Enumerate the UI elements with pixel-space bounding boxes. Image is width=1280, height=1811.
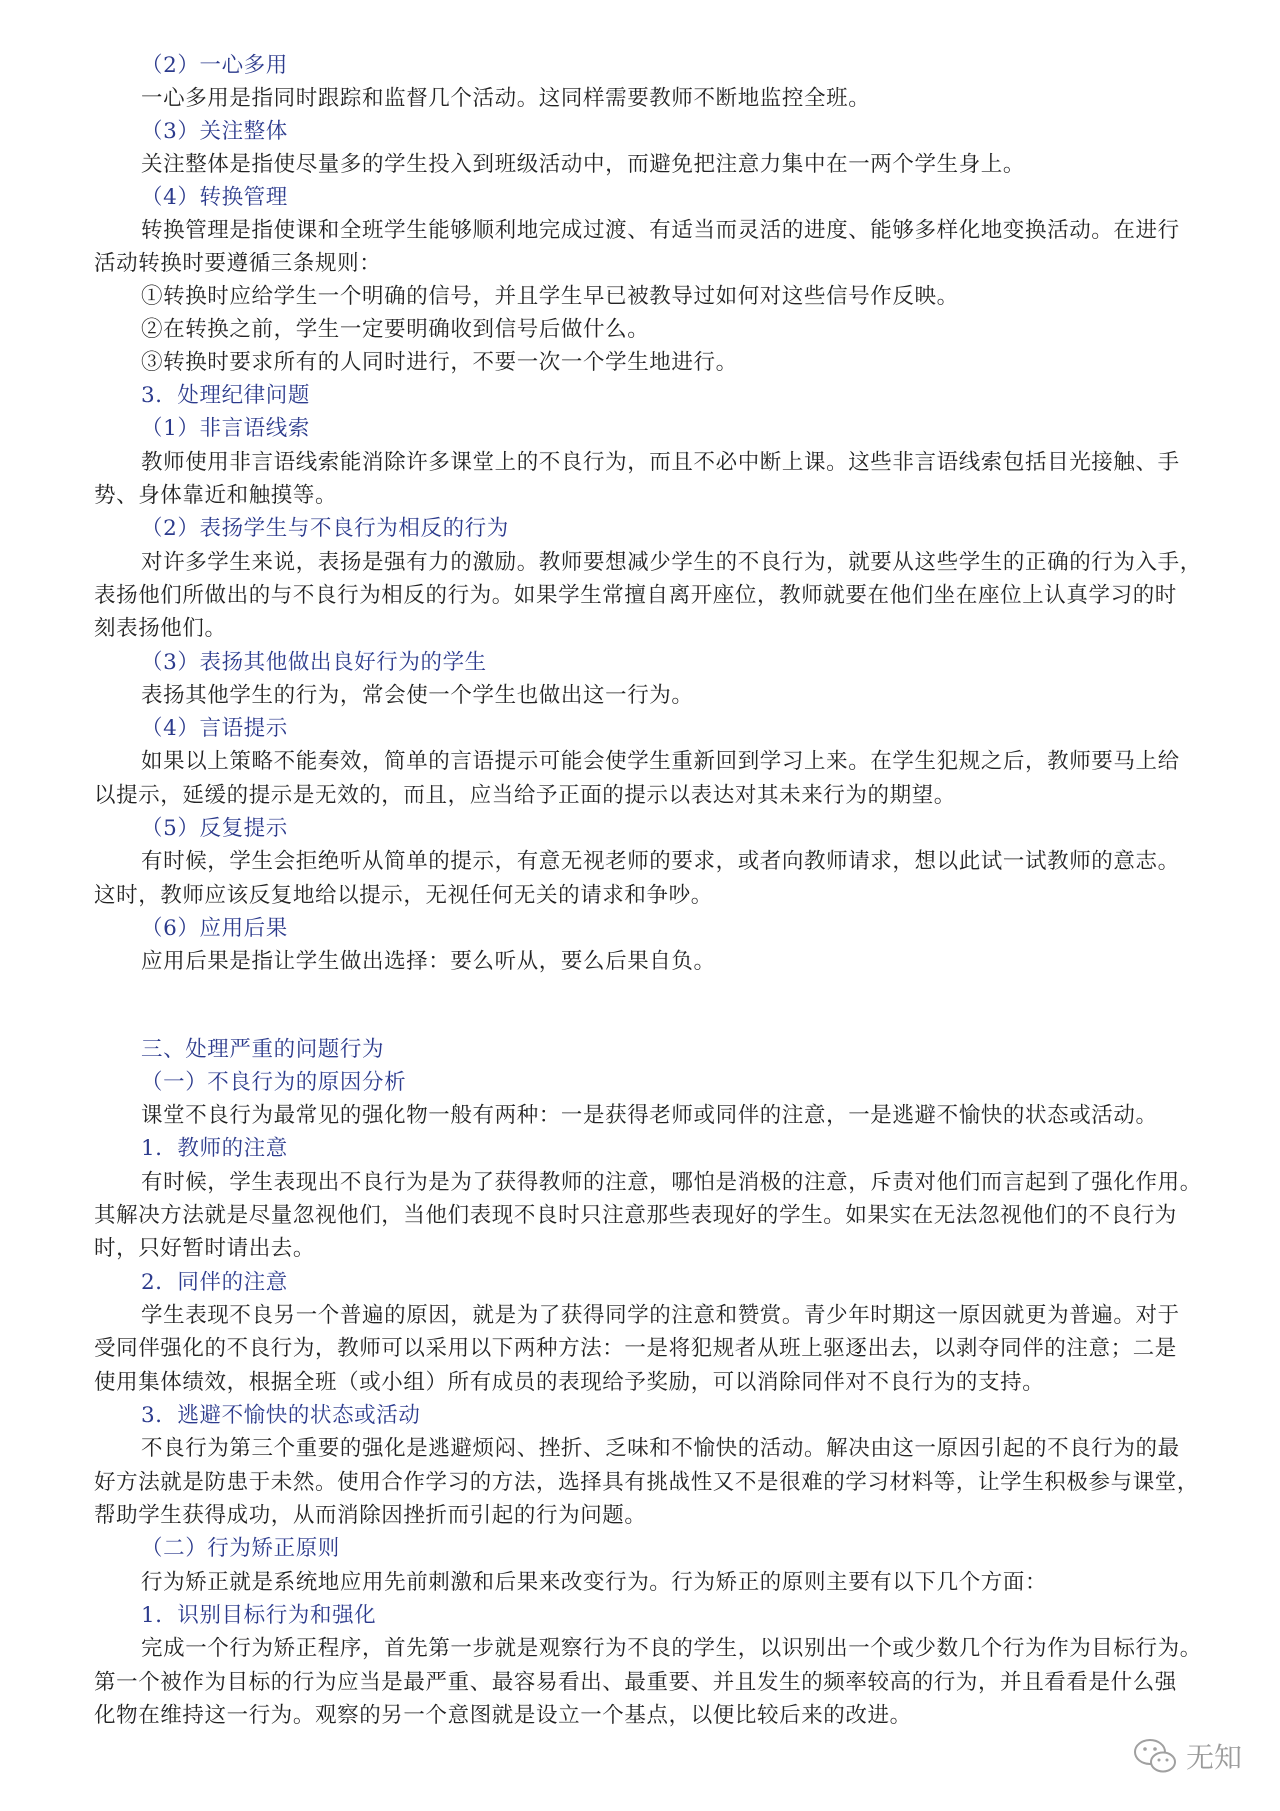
body-line: 时，只好暂时请出去。 xyxy=(94,1236,316,1261)
body-line: 有时候，学生表现出不良行为是为了获得教师的注意，哪怕是消极的注意，斥责对他们而言起到了强化作用。 xyxy=(141,1170,1202,1195)
heading-line: 1．教师的注意 xyxy=(141,1136,288,1161)
heading-line: （2）表扬学生与不良行为相反的行为 xyxy=(141,516,509,541)
wechat-icon xyxy=(1132,1736,1178,1776)
body-line: 课堂不良行为最常见的强化物一般有两种：一是获得老师或同伴的注意，一是逃避不愉快的状态或活动。 xyxy=(141,1103,1158,1128)
body-line: 其解决方法就是尽量忽视他们，当他们表现不良时只注意那些表现好的学生。如果实在无法忽视他们的不良行为 xyxy=(94,1203,1177,1228)
heading-line: （1）非言语线索 xyxy=(141,416,310,441)
heading-line: 3．处理纪律问题 xyxy=(141,383,310,408)
body-line: 应用后果是指让学生做出选择：要么听从，要么后果自负。 xyxy=(141,949,716,974)
body-line: 关注整体是指使尽量多的学生投入到班级活动中，而避免把注意力集中在一两个学生身上。 xyxy=(141,152,1026,177)
body-line: 好方法就是防患于未然。使用合作学习的方法，选择具有挑战性又不是很难的学习材料等，让学生积极参与课堂， xyxy=(94,1470,1200,1495)
body-line: 刻表扬他们。 xyxy=(94,616,227,641)
heading-line: （3）表扬其他做出良好行为的学生 xyxy=(141,650,487,675)
body-line: 这时，教师应该反复地给以提示，无视任何无关的请求和争吵。 xyxy=(94,883,713,908)
body-line: ②在转换之前，学生一定要明确收到信号后做什么。 xyxy=(141,317,650,342)
body-line: 不良行为第三个重要的强化是逃避烦闷、挫折、乏味和不愉快的活动。解决由这一原因引起的不良行为的最 xyxy=(141,1436,1180,1461)
heading-line: 3．逃避不愉快的状态或活动 xyxy=(141,1403,421,1428)
heading-line: （一）不良行为的原因分析 xyxy=(141,1070,407,1095)
body-line: 以提示，延缓的提示是无效的，而且，应当给予正面的提示以表达对其未来行为的期望。 xyxy=(94,783,956,808)
body-line: 势、身体靠近和触摸等。 xyxy=(94,483,338,508)
body-line: ①转换时应给学生一个明确的信号，并且学生早已被教导过如何对这些信号作反映。 xyxy=(141,284,959,309)
section-heading: 三、处理严重的问题行为 xyxy=(141,1037,385,1062)
heading-line: （4）言语提示 xyxy=(141,716,288,741)
heading-line: 2．同伴的注意 xyxy=(141,1270,288,1295)
heading-line: （5）反复提示 xyxy=(141,816,288,841)
watermark xyxy=(1132,1736,1242,1776)
body-line: 一心多用是指同时跟踪和监督几个活动。这同样需要教师不断地监控全班。 xyxy=(141,86,871,111)
body-line: 如果以上策略不能奏效，简单的言语提示可能会使学生重新回到学习上来。在学生犯规之后，教师要马上给 xyxy=(141,749,1180,774)
heading-line: （6）应用后果 xyxy=(141,916,288,941)
body-line: 行为矫正就是系统地应用先前刺激和后果来改变行为。行为矫正的原则主要有以下几个方面： xyxy=(141,1570,1048,1595)
body-line: 活动转换时要遵循三条规则： xyxy=(94,251,382,276)
body-line: 帮助学生获得成功，从而消除因挫折而引起的行为问题。 xyxy=(94,1503,647,1528)
heading-line: （2）一心多用 xyxy=(141,53,288,78)
heading-line: 1．识别目标行为和强化 xyxy=(141,1603,377,1628)
body-line: 受同伴强化的不良行为，教师可以采用以下两种方法：一是将犯规者从班上驱逐出去，以剥夺同伴的注意；二是 xyxy=(94,1336,1177,1361)
body-line: 表扬其他学生的行为，常会使一个学生也做出这一行为。 xyxy=(141,683,694,708)
heading-line: （3）关注整体 xyxy=(141,119,288,144)
body-line: 学生表现不良另一个普遍的原因，就是为了获得同学的注意和赞赏。青少年时期这一原因就更为普遍。对于 xyxy=(141,1303,1180,1328)
body-line: 对许多学生来说，表扬是强有力的激励。教师要想减少学生的不良行为，就要从这些学生的正确的行为入手， xyxy=(141,550,1202,575)
body-line: 完成一个行为矫正程序，首先第一步就是观察行为不良的学生，以识别出一个或少数几个行为作为目标行为。 xyxy=(141,1636,1202,1661)
heading-line: （4）转换管理 xyxy=(141,185,288,210)
body-line: 使用集体绩效，根据全班（或小组）所有成员的表现给予奖励，可以消除同伴对不良行为的支持。 xyxy=(94,1370,1045,1395)
body-line: 化物在维持这一行为。观察的另一个意图就是设立一个基点，以便比较后来的改进。 xyxy=(94,1703,912,1728)
body-line: 转换管理是指使课和全班学生能够顺利地完成过渡、有适当而灵活的进度、能够多样化地变换活动。在进行 xyxy=(141,218,1180,243)
body-line: 表扬他们所做出的与不良行为相反的行为。如果学生常擅自离开座位，教师就要在他们坐在座位上认真学习的时 xyxy=(94,583,1177,608)
body-line: 教师使用非言语线索能消除许多课堂上的不良行为，而且不必中断上课。这些非言语线索包括目光接触、手 xyxy=(141,450,1180,475)
body-line: 有时候，学生会拒绝听从简单的提示，有意无视老师的要求，或者向教师请求，想以此试一试教师的意志。 xyxy=(141,849,1180,874)
heading-line: （二）行为矫正原则 xyxy=(141,1536,340,1561)
watermark-text: 无知 xyxy=(1185,1741,1242,1774)
body-line: 第一个被作为目标的行为应当是最严重、最容易看出、最重要、并且发生的频率较高的行为，并且看看是什么强 xyxy=(94,1670,1177,1695)
body-line: ③转换时要求所有的人同时进行，不要一次一个学生地进行。 xyxy=(141,350,738,375)
